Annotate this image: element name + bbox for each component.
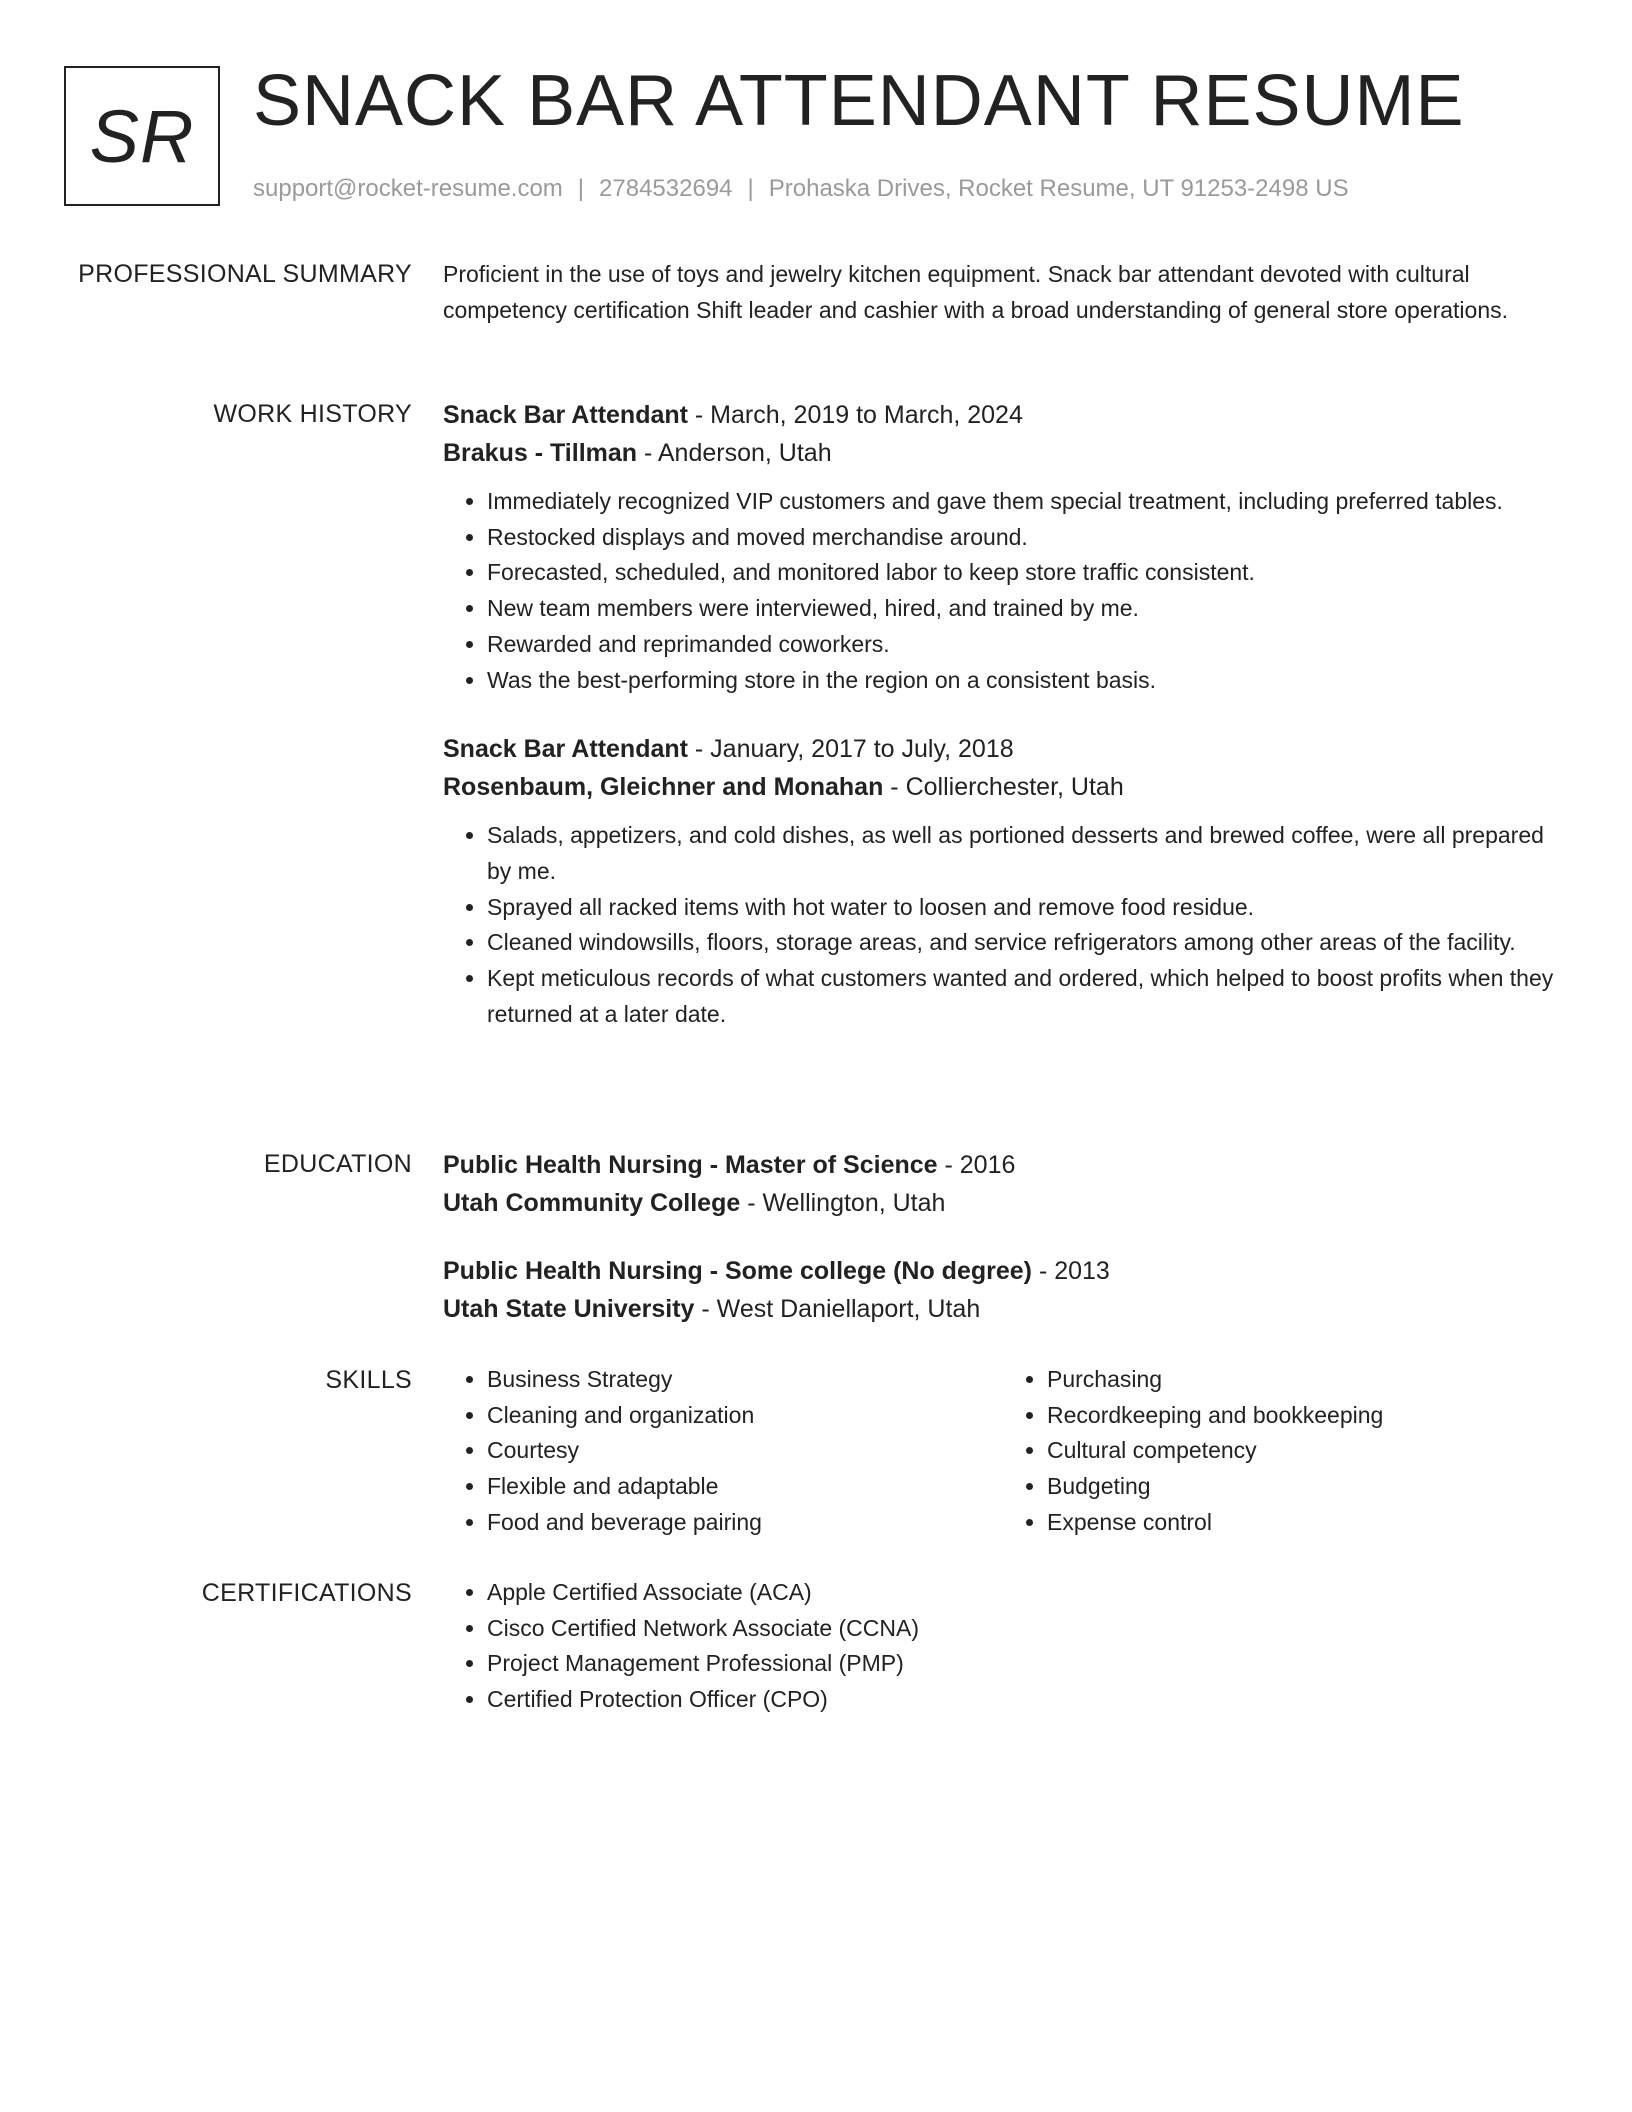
skill-item: • Cleaning and organization [487, 1398, 1003, 1434]
skill-item: • Recordkeeping and bookkeeping [1047, 1398, 1563, 1434]
job-dates: - January, 2017 to July, 2018 [687, 735, 1014, 764]
school-name: Utah Community College [443, 1189, 741, 1217]
degree-line [443, 1252, 1563, 1290]
skills-columns [443, 1362, 1563, 1541]
job-duty: • Immediately recognized VIP customers and gave them special treatment, including preferred tables. [487, 484, 1563, 520]
monogram-logo: SR [64, 66, 220, 206]
job-company: Brakus - Tillman [443, 439, 638, 467]
job-duties-list [443, 484, 1563, 698]
skill-item: • Expense control [1047, 1505, 1563, 1541]
skill-item: • Flexible and adaptable [487, 1469, 1003, 1505]
certifications-list [443, 1575, 1563, 1718]
job-title: Snack Bar Attendant [443, 735, 688, 764]
contact-separator: | [747, 175, 754, 202]
contact-address: Prohaska Drives, Rocket Resume, UT 91253-2498 US [768, 175, 1349, 202]
degree-year: - 2016 [937, 1151, 1016, 1179]
skill-item: • Purchasing [1047, 1362, 1563, 1398]
job-duty: • Salads, appetizers, and cold dishes, as well as portioned desserts and brewed coffee, were all prepared by me. [487, 818, 1563, 889]
job-dates: - March, 2019 to March, 2024 [687, 401, 1023, 429]
education-entry [443, 1146, 1563, 1222]
job-entry [443, 396, 1563, 698]
education-body [443, 1146, 1563, 1358]
skill-item: • Business Strategy [487, 1362, 1003, 1398]
degree-name: Public Health Nursing - Some college (No degree) [443, 1257, 1032, 1285]
resume-title: SNACK BAR ATTENDANT RESUME [253, 61, 1465, 141]
certification-item: • Cisco Certified Network Associate (CCNA) [487, 1611, 1563, 1647]
job-duty: • Sprayed all racked items with hot water to loosen and remove food residue. [487, 890, 1563, 926]
contact-separator: | [577, 175, 585, 202]
contact-email: support@rocket-resume.com [253, 175, 563, 202]
job-duty: • New team members were interviewed, hired, and trained by me. [487, 591, 1563, 627]
skill-item: • Courtesy [487, 1433, 1003, 1469]
job-location: - Collierchester, Utah [883, 773, 1124, 802]
job-location: - Anderson, Utah [637, 439, 832, 467]
job-duty: • Forecasted, scheduled, and monitored labor to keep store traffic consistent. [487, 555, 1563, 591]
certification-item: • Certified Protection Officer (CPO) [487, 1682, 1563, 1718]
job-company-line [443, 768, 1563, 806]
school-line [443, 1290, 1563, 1328]
skills-body [443, 1362, 1563, 1541]
skill-item: • Cultural competency [1047, 1433, 1563, 1469]
job-duty: • Restocked displays and moved merchandise around. [487, 520, 1563, 556]
degree-name: Public Health Nursing - Master of Science [443, 1151, 938, 1179]
job-duty: • Cleaned windowsills, floors, storage areas, and service refrigerators among other areas of the facility. [487, 925, 1563, 961]
summary-body [443, 256, 1563, 328]
job-company-line [443, 434, 1563, 472]
degree-year: - 2013 [1032, 1257, 1110, 1285]
school-name: Utah State University [443, 1295, 695, 1323]
job-duty: • Was the best-performing store in the region on a consistent basis. [487, 663, 1563, 699]
certifications-body [443, 1575, 1563, 1718]
summary-text: Proficient in the use of toys and jewelry kitchen equipment. Snack bar attendant devoted with cultural competency certification Shift leader and cashier with a broad understanding of general store operations. [443, 261, 1509, 323]
skill-item: • Budgeting [1047, 1469, 1563, 1505]
job-company: Rosenbaum, Gleichner and Monahan [443, 773, 884, 802]
skills-list-right [1003, 1362, 1563, 1541]
job-title: Snack Bar Attendant [443, 401, 688, 429]
education-entry [443, 1252, 1563, 1328]
job-title-line [443, 396, 1563, 434]
section-label-skills: SKILLS [325, 1366, 412, 1394]
job-title-line [443, 730, 1563, 768]
section-label-certifications: CERTIFICATIONS [201, 1579, 412, 1607]
job-entry [443, 730, 1563, 1032]
skills-list-left [443, 1362, 1003, 1541]
job-duties-list [443, 818, 1563, 1032]
work-history-body [443, 396, 1563, 1064]
contact-line [253, 172, 1349, 206]
certification-item: • Project Management Professional (PMP) [487, 1646, 1563, 1682]
school-location: - Wellington, Utah [740, 1189, 946, 1217]
skill-item: • Food and beverage pairing [487, 1505, 1003, 1541]
section-label-summary: PROFESSIONAL SUMMARY [78, 260, 412, 288]
degree-line [443, 1146, 1563, 1184]
section-label-work-history: WORK HISTORY [213, 400, 412, 428]
job-duty: • Rewarded and reprimanded coworkers. [487, 627, 1563, 663]
school-line [443, 1184, 1563, 1222]
job-duty: • Kept meticulous records of what customers wanted and ordered, which helped to boost profits when they returned at a later date. [487, 961, 1563, 1032]
school-location: - West Daniellaport, Utah [694, 1295, 981, 1323]
section-label-education: EDUCATION [263, 1150, 412, 1178]
contact-phone: 2784532694 [599, 175, 733, 202]
certification-item: • Apple Certified Associate (ACA) [487, 1575, 1563, 1611]
